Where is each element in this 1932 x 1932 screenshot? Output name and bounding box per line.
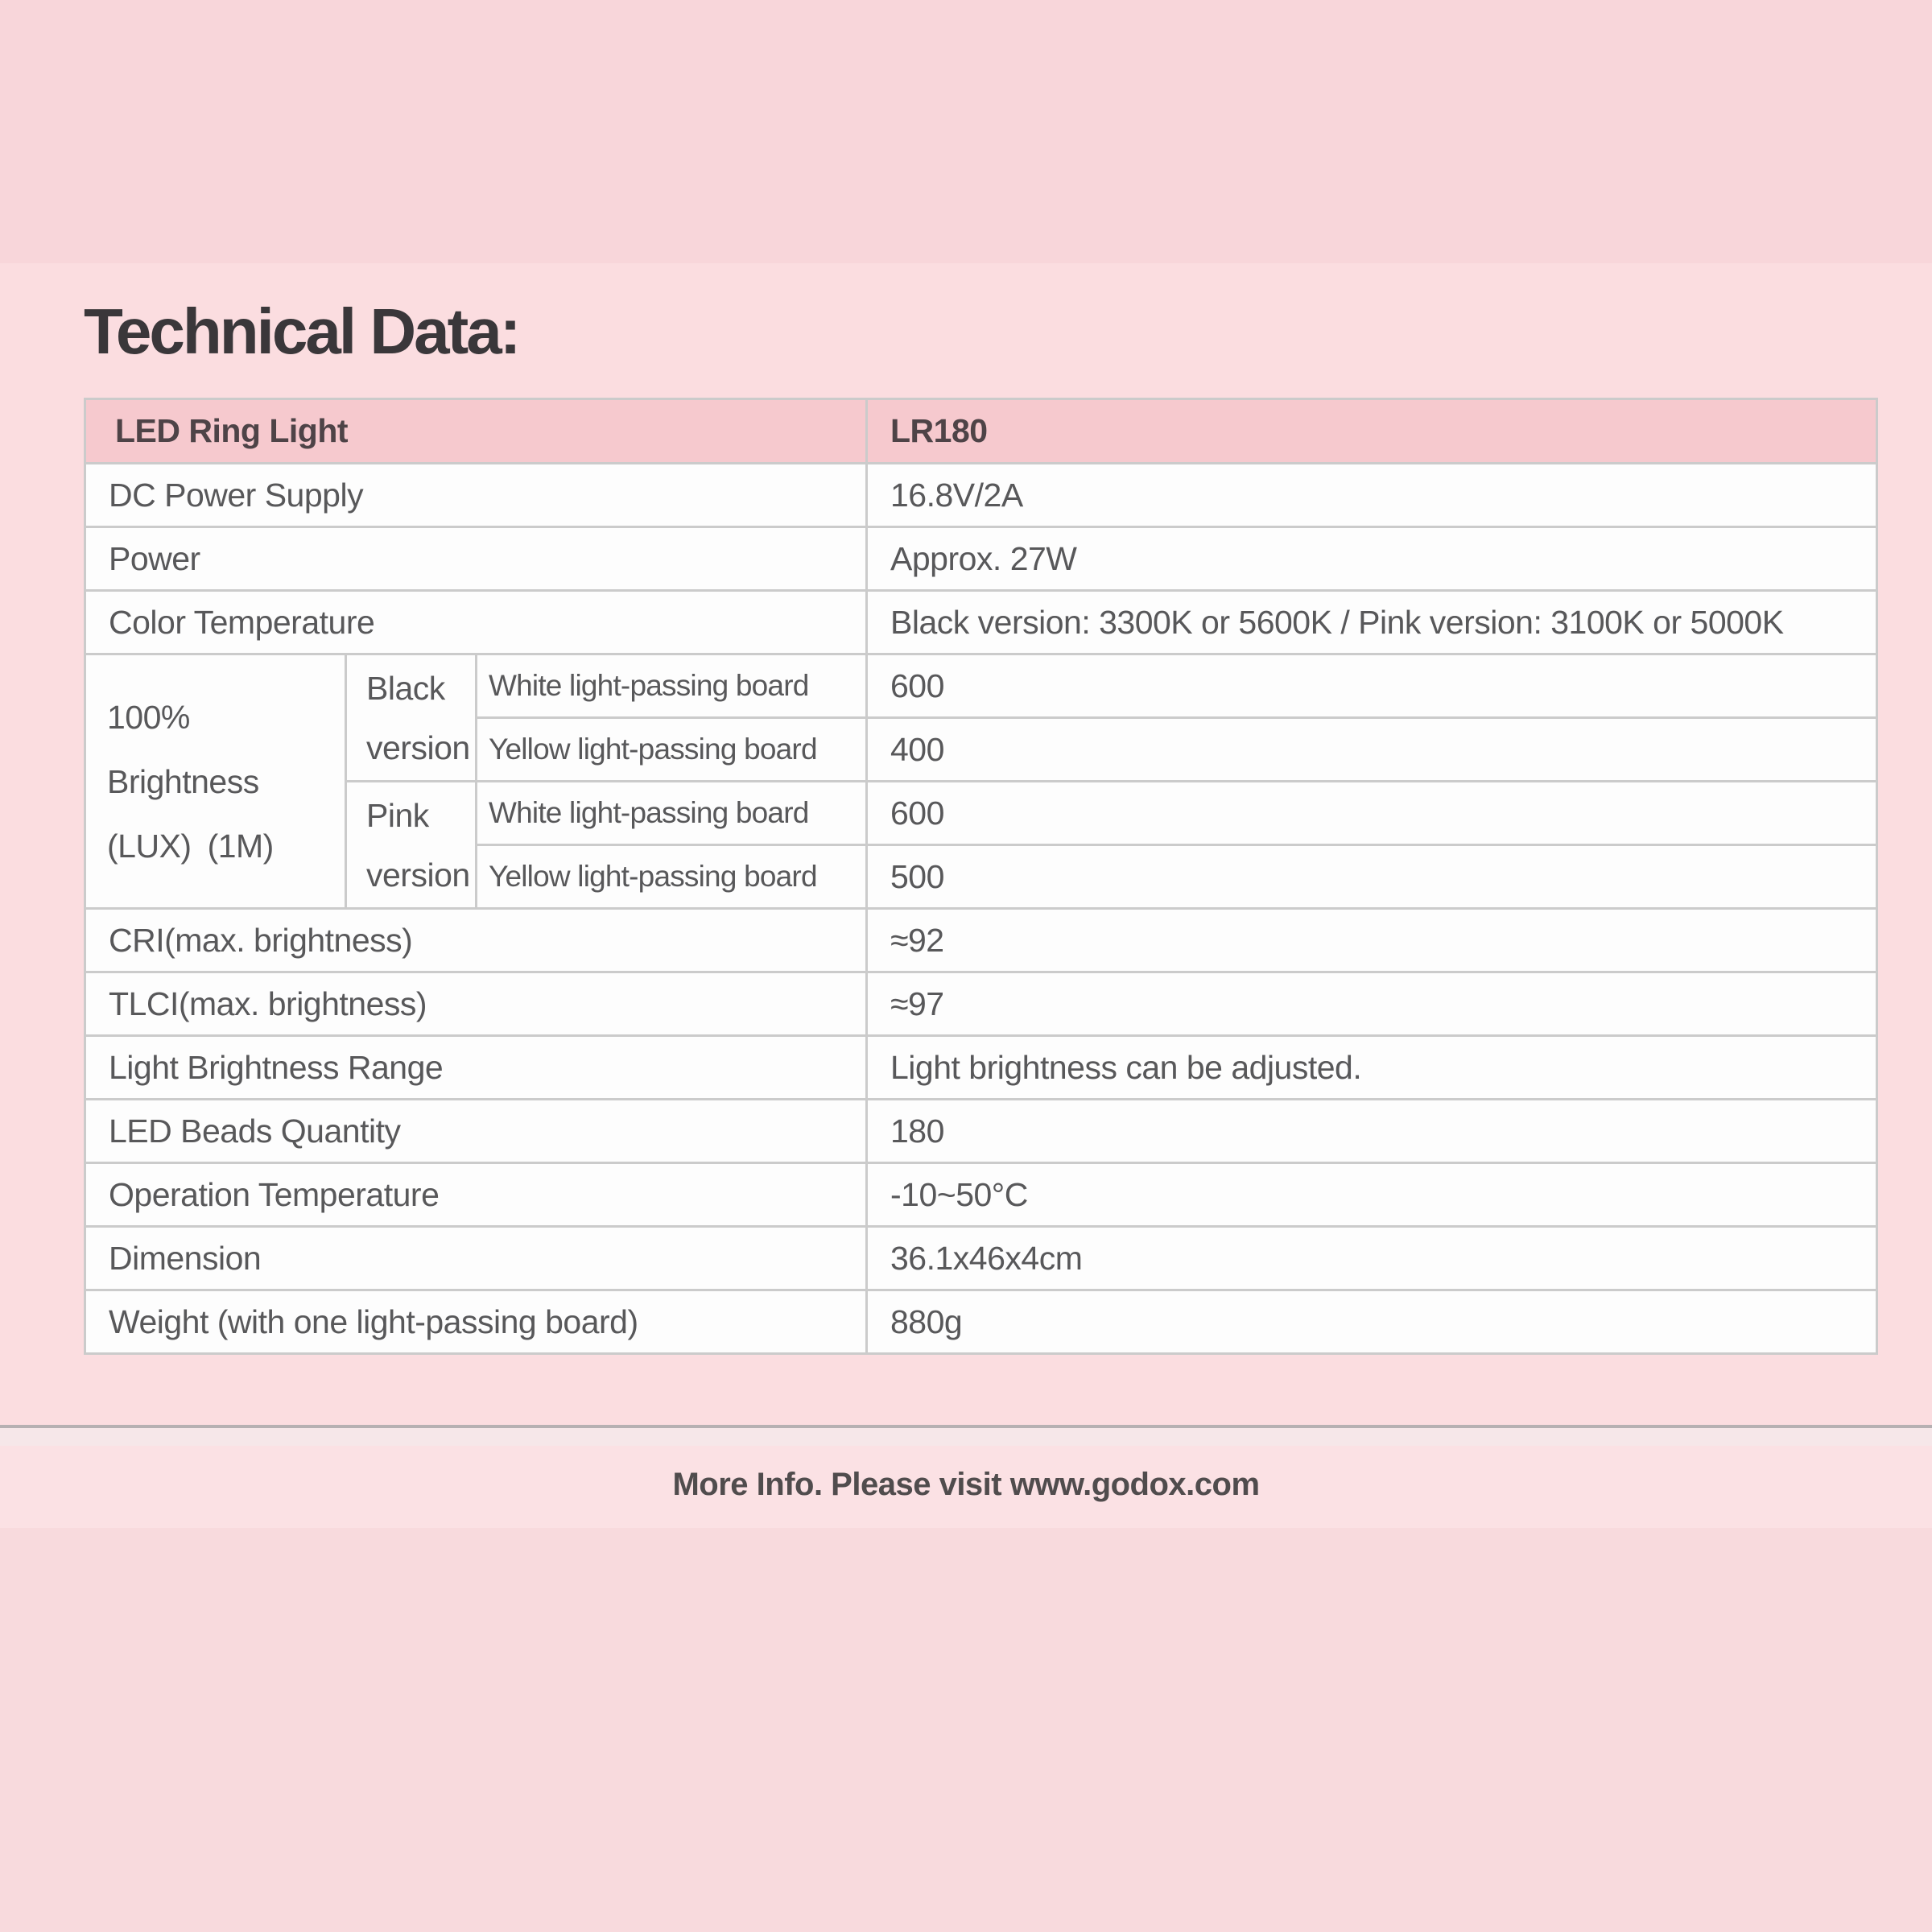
row-label: Weight (with one light-passing board) [85,1290,867,1354]
page-title: Technical Data: [84,295,519,367]
brightness-label-line: 100% [107,698,190,736]
table-row-dimension [85,1227,1877,1290]
technical-data-table [84,398,1878,1355]
row-value: 180 [867,1100,1877,1163]
lux-value: 600 [867,654,1877,718]
board-label: Yellow light-passing board [477,718,867,782]
board-label: White light-passing board [477,654,867,718]
table-row-power [85,527,1877,591]
row-value: 16.8V/2A [867,464,1877,527]
table-row-dc-power [85,464,1877,527]
footer-divider-highlight [0,1428,1932,1446]
footer-note: More Info. Please visit www.godox.com [672,1466,1260,1502]
row-value: Light brightness can be adjusted. [867,1036,1877,1100]
table-row-cri [85,909,1877,972]
row-label: Light Brightness Range [85,1036,867,1100]
row-value: Black version: 3300K or 5600K / Pink version: 3100K or 5000K [867,591,1877,654]
table-row-color-temperature [85,591,1877,654]
row-label: Operation Temperature [85,1163,867,1227]
brightness-label-line: Brightness [107,762,259,800]
row-label: DC Power Supply [85,464,867,527]
row-value: Approx. 27W [867,527,1877,591]
top-background-band [0,0,1932,263]
row-value: -10~50°C [867,1163,1877,1227]
row-label: Color Temperature [85,591,867,654]
row-label: Power [85,527,867,591]
board-label: Yellow light-passing board [477,845,867,909]
lux-value: 400 [867,718,1877,782]
row-label: LED Beads Quantity [85,1100,867,1163]
table-row-operation-temperature [85,1163,1877,1227]
table-header-model: LR180 [867,399,1877,464]
table-row-weight [85,1290,1877,1354]
version-label-black: Black version [346,654,477,782]
brightness-label-line: (LUX) (1M) [107,827,274,865]
row-value: 880g [867,1290,1877,1354]
row-label: Dimension [85,1227,867,1290]
table-row-brightness-pink-white [85,782,1877,845]
bottom-background-band [0,1528,1932,1932]
row-label: CRI(max. brightness) [85,909,867,972]
row-value: ≈97 [867,972,1877,1036]
table-row-led-beads [85,1100,1877,1163]
table-row-tlci [85,972,1877,1036]
row-label: TLCI(max. brightness) [85,972,867,1036]
row-value: 36.1x46x4cm [867,1227,1877,1290]
lux-value: 600 [867,782,1877,845]
table-header-row [85,399,1877,464]
row-value: ≈92 [867,909,1877,972]
table-row-light-brightness-range [85,1036,1877,1100]
table-row-brightness-black-white [85,654,1877,718]
version-label-pink: Pink version [346,782,477,909]
board-label: White light-passing board [477,782,867,845]
lux-value: 500 [867,845,1877,909]
brightness-group-label [85,654,346,909]
table-header-product-label: LED Ring Light [85,399,867,464]
